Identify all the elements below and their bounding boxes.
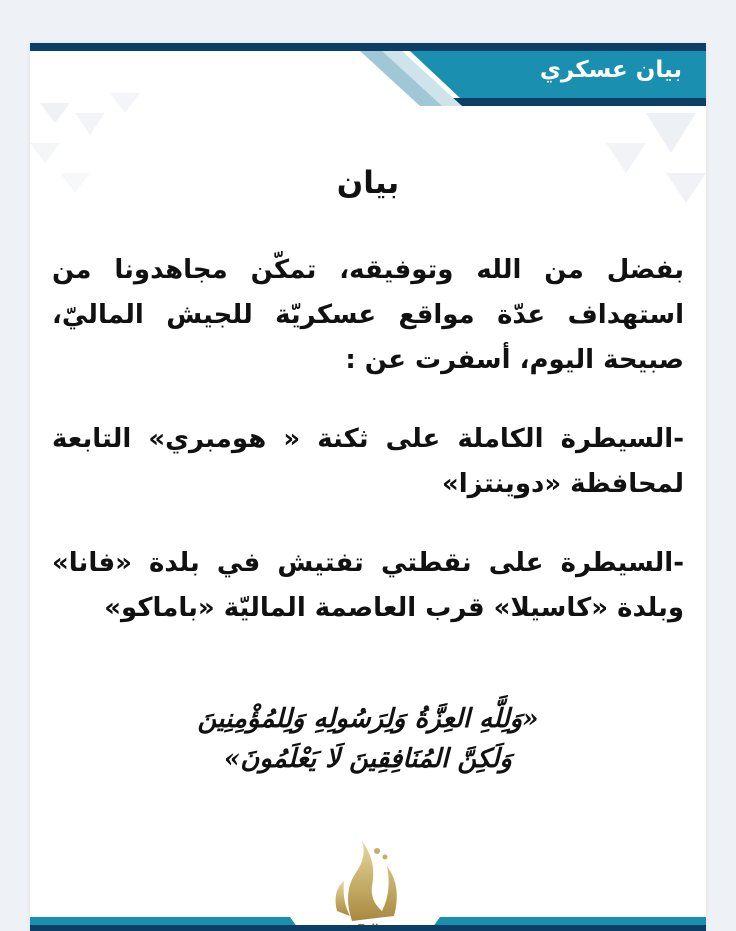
verse-line: وَلَكِنَّ المُنَافِقِينَ لَا يَعْلَمُونَ»: [224, 744, 512, 774]
footer-banner: [30, 911, 706, 931]
statement-paragraph: بفضل من الله وتوفيقه، تمكّن مجاهدونا من استهداف عدّة مواقع عسكريّة للجيش الماليّ، صبيحة اليوم، أسفرت عن :: [52, 255, 684, 375]
verse-line: «وَلِلَّهِ العِزَّةُ وَلِرَسُولِهِ وَلِلمُؤْمِنِينَ: [197, 704, 539, 734]
statement-paragraph: -السيطرة الكاملة على ثكنة « هومبري» التابعة لمحافظة «دوينتزا»: [52, 424, 684, 499]
category-label: بيان عسكري: [539, 57, 682, 83]
statement-body: [52, 248, 684, 665]
header-banner: [30, 43, 706, 106]
quran-verse: [30, 699, 706, 779]
statement-paragraph: -السيطرة على نقطتي تفتيش في بلدة «فانا» وبلدة «كاسيلا» قرب العاصمة الماليّة «باماكو»: [52, 548, 684, 623]
statement-title: بيان: [336, 165, 400, 201]
statement-card: [30, 43, 706, 931]
